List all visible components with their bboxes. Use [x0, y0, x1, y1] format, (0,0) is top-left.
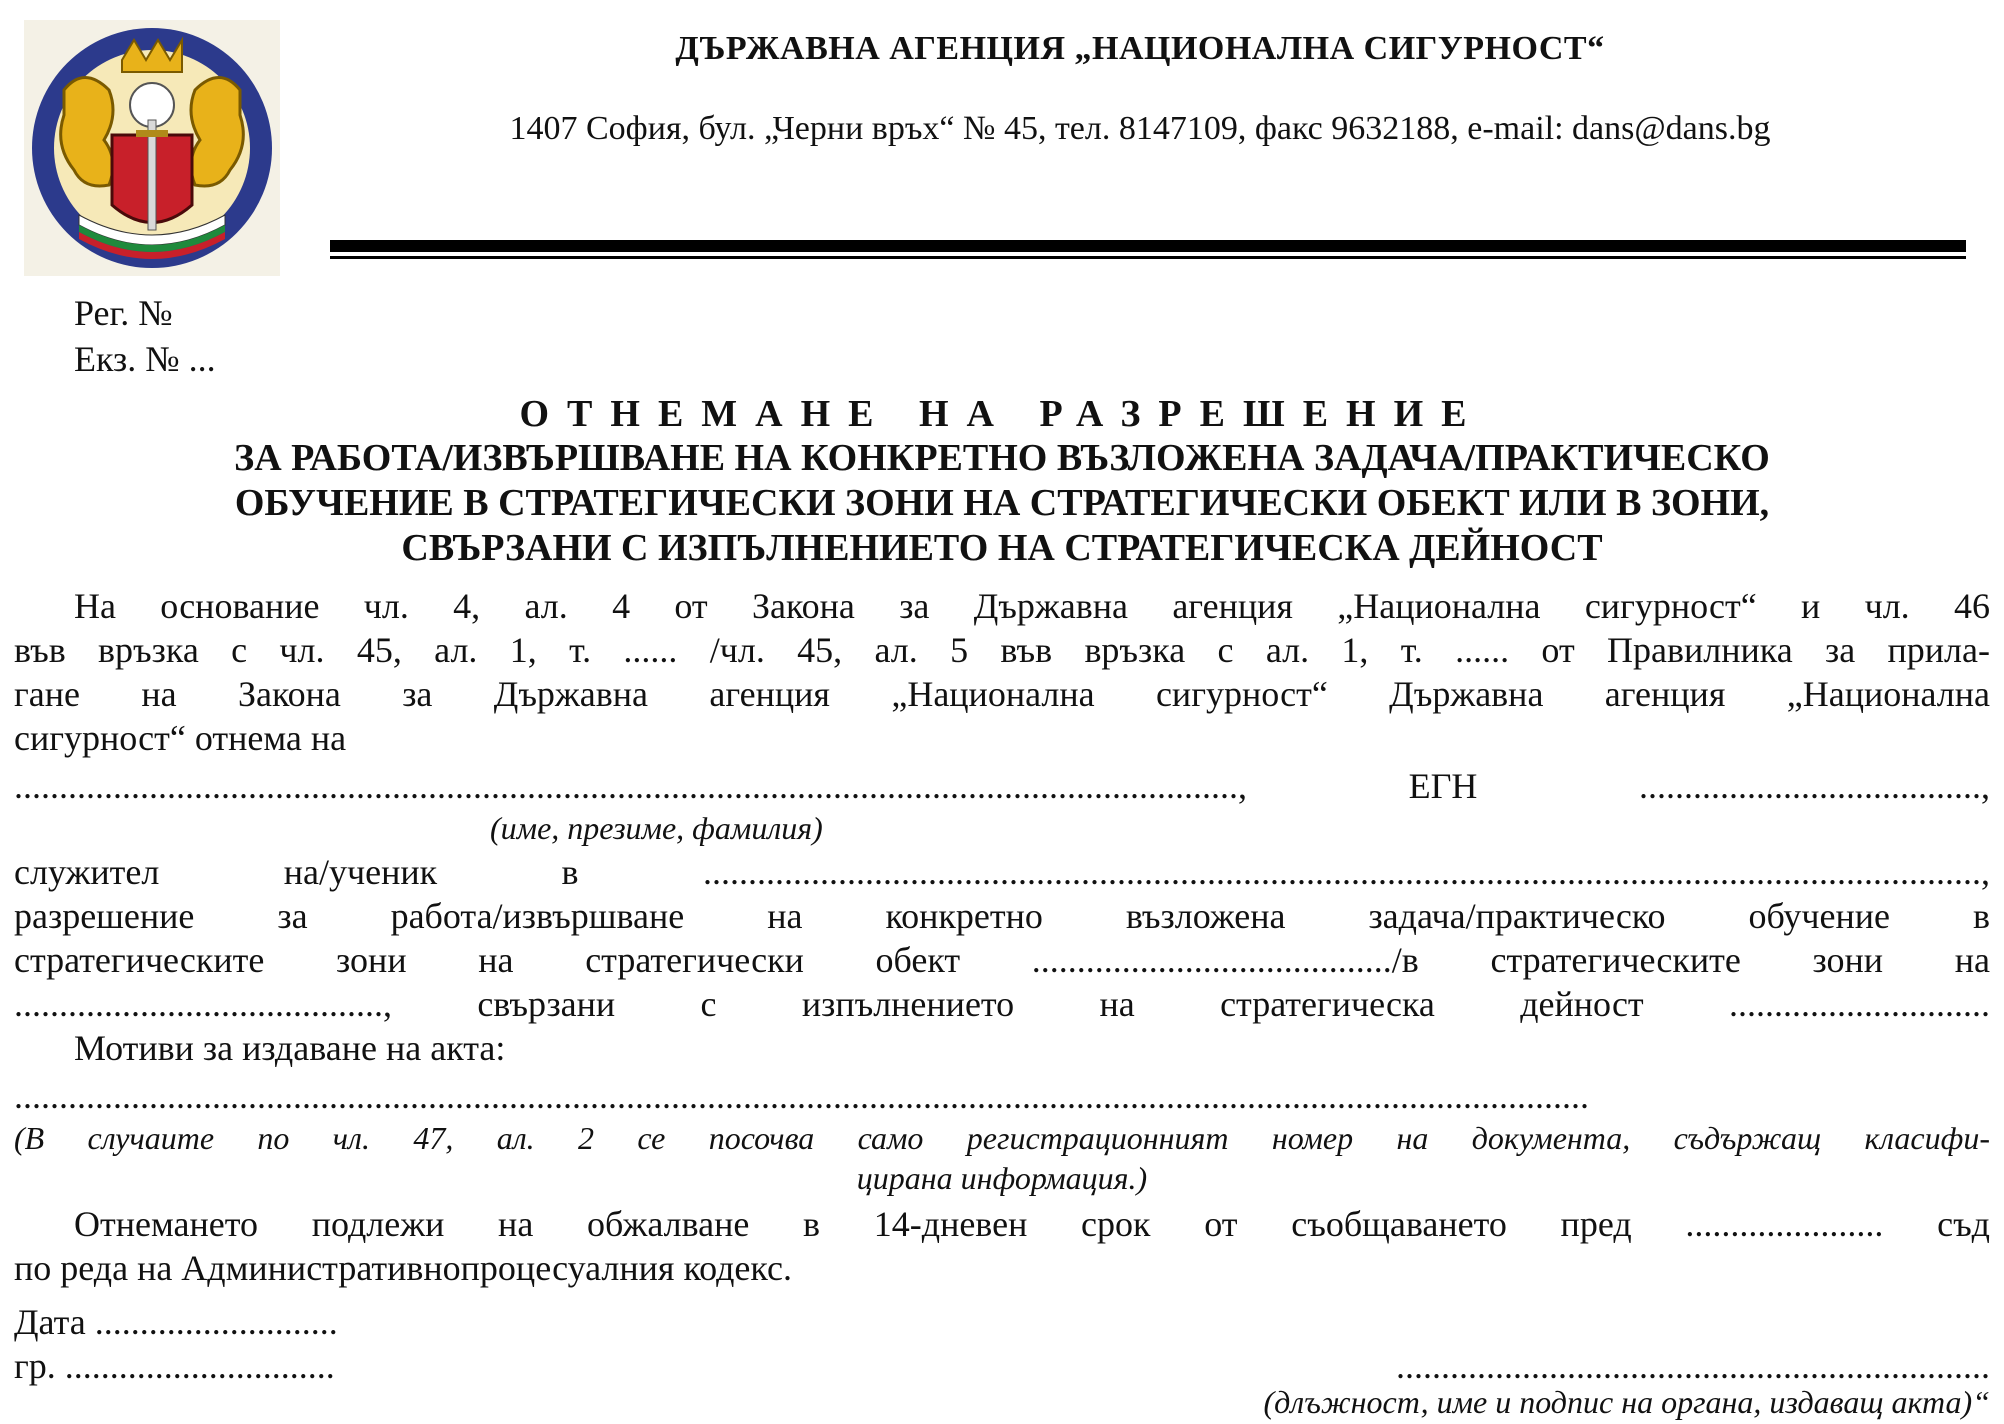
header-divider-thick — [330, 240, 1966, 252]
agency-name: ДЪРЖАВНА АГЕНЦИЯ „НАЦИОНАЛНА СИГУРНОСТ“ — [675, 30, 1605, 67]
appeal-line-2: по реда на Административнопроцесуалния кодекс. — [14, 1248, 792, 1288]
basis-line-1: На основание чл. 4, ал. 4 от Закона за Държавна агенция „Национална сигурност“ и чл. 46 — [74, 586, 1990, 626]
title-spaced: ОТНЕМАНЕ НА РАЗРЕШЕНИЕ — [519, 393, 1485, 435]
permit-line-1: разрешение за работа/извършване на конкретно възложена задача/практическо обучение в — [14, 896, 1990, 936]
copy-number: Екз. № ... — [74, 339, 216, 379]
signature-field: .................................................................. — [1396, 1346, 1990, 1386]
appeal-line-1: Отнемането подлежи на обжалване в 14-дневен срок от съобщаването пред ...................... съд — [74, 1204, 1990, 1244]
title-line-2: ОБУЧЕНИЕ В СТРАТЕГИЧЕСКИ ЗОНИ НА СТРАТЕГИЧЕСКИ ОБЕКТ ИЛИ В ЗОНИ, — [234, 482, 1770, 524]
city-field: гр. .............................. — [14, 1346, 335, 1386]
permit-line-3: ........................................., свързани с изпълнението на стратегическа дейност ............................. — [14, 984, 1990, 1024]
date-field: Дата ........................... — [14, 1302, 338, 1342]
employee-field: служител на/ученик в .............................................................................................................................................., — [14, 852, 1990, 892]
motives-field: ............................................................................................................................................................................... — [14, 1076, 1589, 1116]
basis-line-2: във връзка с чл. 45, ал. 1, т. ...... /чл. 45, ал. 5 във връзка с ал. 1, т. ...... от Правилника за прила- — [14, 630, 1990, 670]
motives-note-2: цирана информация.) — [856, 1160, 1148, 1196]
motives-note-1: (В случаите по чл. 47, ал. 2 се посочва само регистрационният номер на документа, съдържащ класифи- — [14, 1120, 1990, 1156]
title-line-1: ЗА РАБОТА/ИЗВЪРШВАНЕ НА КОНКРЕТНО ВЪЗЛОЖЕНА ЗАДАЧА/ПРАКТИЧЕСКО — [234, 437, 1770, 479]
name-egn-field: ........................................................................................................................................, ЕГН ......................................, — [14, 766, 1990, 806]
header-divider-thin — [330, 256, 1966, 259]
registration-block — [74, 290, 216, 382]
coat-of-arms-icon — [24, 20, 280, 276]
title-line-3: СВЪРЗАНИ С ИЗПЪЛНЕНИЕТО НА СТРАТЕГИЧЕСКА ДЕЙНОСТ — [401, 527, 1603, 569]
permit-line-2: стратегическите зони на стратегически обект ......................................../в стратегическите зони на — [14, 940, 1990, 980]
motives-label: Мотиви за издаване на акта: — [74, 1028, 506, 1068]
reg-number: Рег. № — [74, 293, 173, 333]
basis-line-3: гане на Закона за Държавна агенция „Национална сигурност“ Държавна агенция „Национална — [14, 674, 1990, 714]
document-title — [14, 436, 1990, 571]
basis-line-4: сигурност“ отнема на — [14, 718, 347, 758]
name-caption: (име, презиме, фамилия) — [490, 810, 823, 846]
signature-caption: (длъжност, име и подпис на органа, издаващ акта)“ — [1263, 1384, 1990, 1420]
agency-address: 1407 София, бул. „Черни връх“ № 45, тел. 8147109, факс 9632188, e-mail: dans@dans.bg — [509, 110, 1771, 147]
